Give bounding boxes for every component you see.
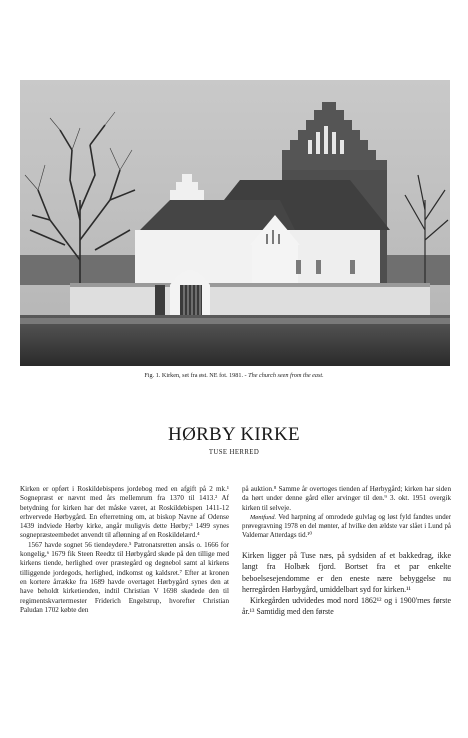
- caption-english: The church seen from the east.: [248, 372, 324, 379]
- paragraph: Kirken ligger på Tuse næs, på sydsiden af et bakkedrag, ikke langt fra Holbæk fjord. Bortset fra et par enkelte beboelsesejendomme er den eneste nære bebyggelse nu herregården Hørbygård, umiddelbart syd for kirken.¹¹: [242, 551, 451, 594]
- church-photograph: [20, 80, 450, 366]
- figure-caption: [0, 372, 468, 379]
- text-column-left: [20, 485, 229, 615]
- caption-main: Fig. 1. Kirken, set fra øst. NE fot. 1981. -: [144, 372, 247, 379]
- paragraph: Kirkegården udvidedes mod nord 1862¹² og i 1900'rnes første år.¹³ Samtidig med den første: [242, 595, 451, 617]
- paragraph: på auktion.⁸ Samme år overtoges tienden af Hørbygård; kirken har siden da hørt under denne gård eller arvinger til den.⁹ 3. okt. 1951 overgik kirken til selveje.: [242, 485, 451, 512]
- paragraph: Kirken er opført i Roskildebispens jordebog med en afgift på 2 mk.¹ Sognepræst er nævnt med års mellemrum fra 1370 til 1413.² Af betydning for kirken har det måske været, at Roskildebispen 1411-12 erhvervede Hørbygård. En efterretning om, at biskop Navne af Odense 1439 indviede Hørby kirke, angår muligvis dette Hørby;³ 1499 synes sognepræsteembedet anvendt til aflønning af en Roskildelærd.⁴: [20, 485, 229, 540]
- text-column-right: [242, 485, 451, 617]
- paragraph: 1567 havde sognet 56 tiendeydere.⁵ Patronatsretten ansås o. 1666 for kongelig,⁶ 1679 fik Steen Reedtz til Hørbygård skøde på den tillige med kirkens tiende, herlighed over præstegård og degnebol samt al kirkens tilliggende jordegods, herlighed, indkomst og kaldsret.⁷ Efter at kronen en kortere årrække fra 1689 havde overtaget Hørbygård synes den at have beholdt kirketienden, indtil Christian V 1698 skødede den til regimentskvartermester Friderich Engelstrup, hvorefter Christian Paludan 1702 købte den: [20, 540, 229, 614]
- page-title: HØRBY KIRKE: [168, 424, 300, 445]
- paragraph-coin-finds: [242, 513, 451, 540]
- coin-finds-text: Ved harpning af omrodede gulvlag og løst fyld fandtes under prøvegravning 1978 en del mønter, af hvilke den ældste var slået i Lund på Valdemar Atterdags tid.¹⁰: [242, 513, 451, 540]
- coin-finds-label: Møntfund.: [250, 513, 277, 521]
- page-subtitle: TUSE HERRED: [208, 449, 260, 456]
